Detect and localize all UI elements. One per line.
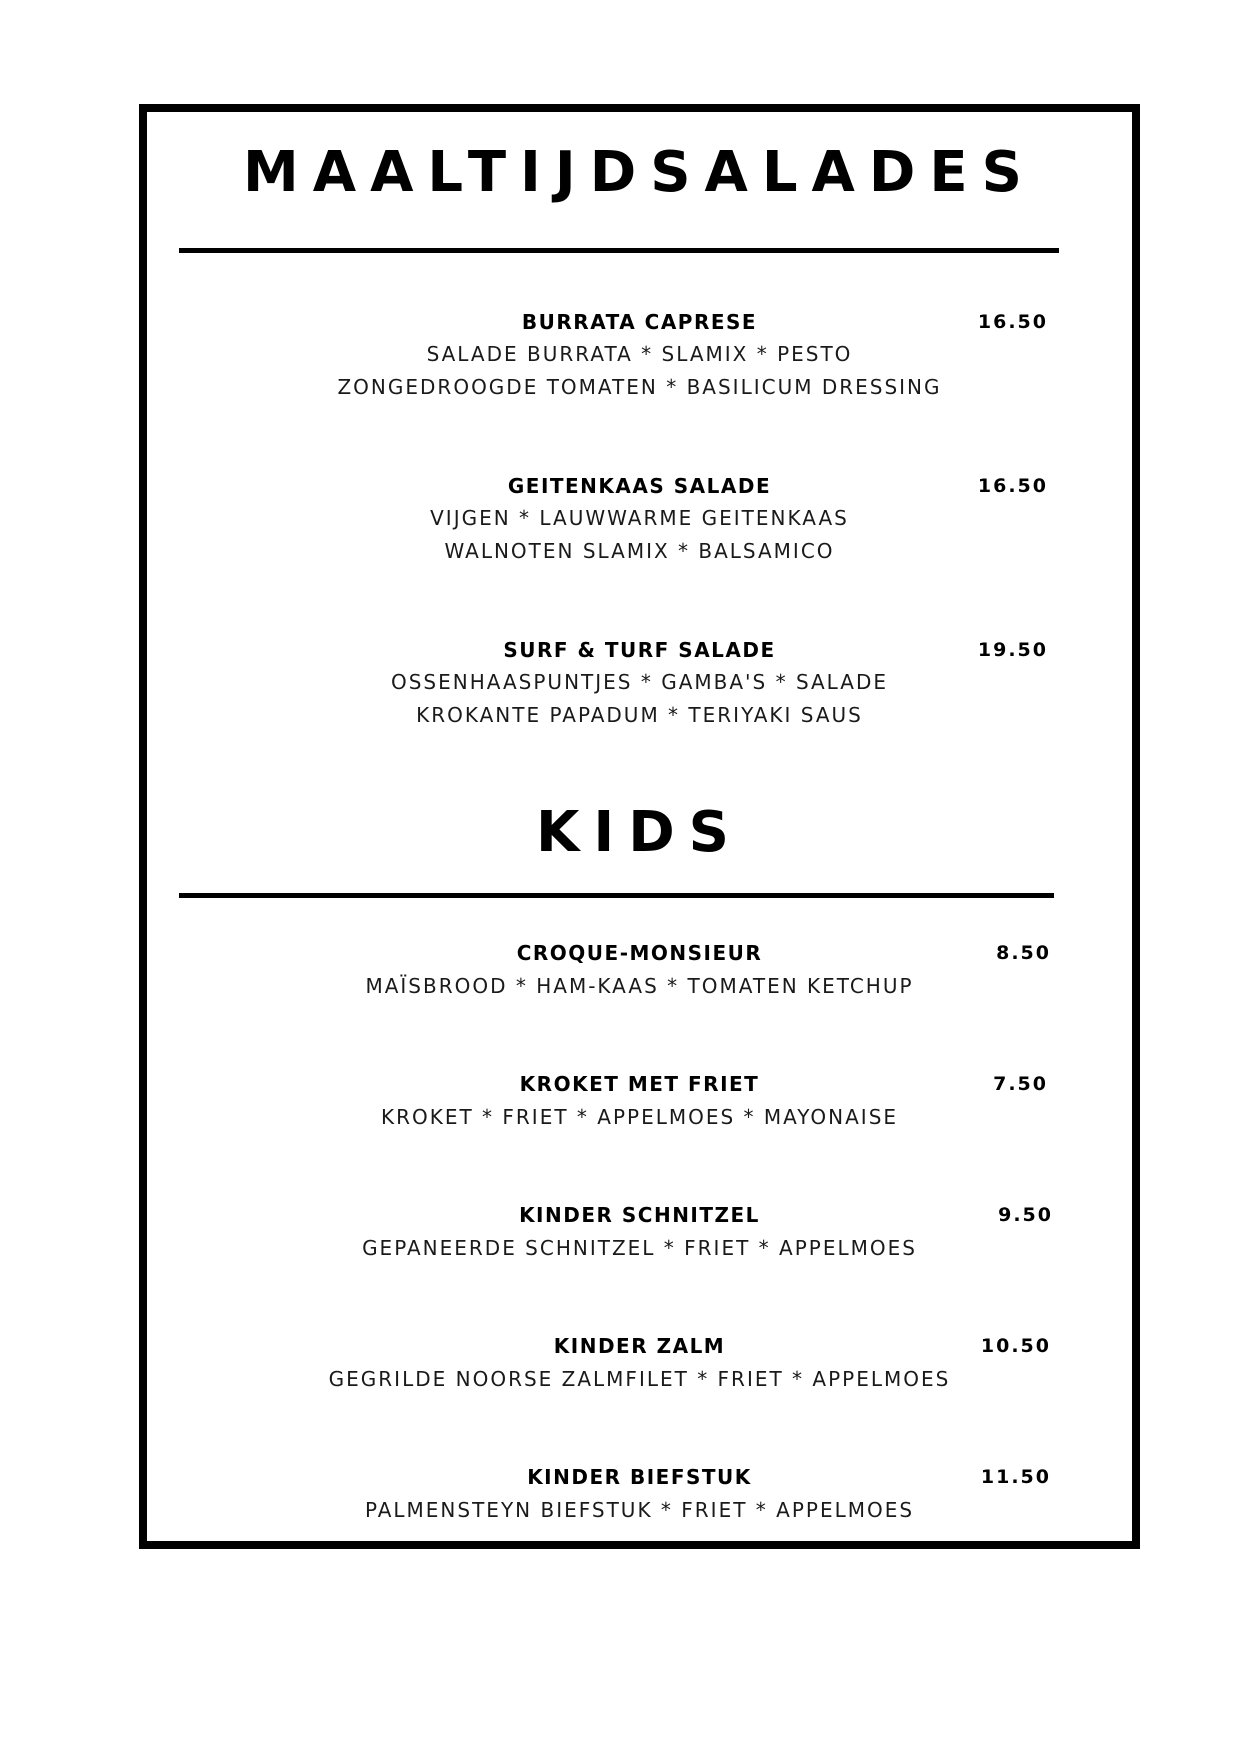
- item-name: CROQUE-MONSIEUR: [516, 941, 763, 965]
- item-description: PALMENSTEYN BIEFSTUK * FRIET * APPELMOES: [364, 1498, 915, 1522]
- item-price: 8.50: [996, 942, 1051, 964]
- item-price: 19.50: [977, 639, 1048, 661]
- item-price: 10.50: [980, 1335, 1051, 1357]
- item-name: BURRATA CAPRESE: [521, 310, 758, 334]
- item-description: ZONGEDROOGDE TOMATEN * BASILICUM DRESSING: [337, 375, 942, 399]
- item-name: KINDER BIEFSTUK: [527, 1465, 752, 1489]
- item-description: WALNOTEN SLAMIX * BALSAMICO: [444, 539, 835, 563]
- section-title-maaltijdsalades: MAALTIJDSALADES: [243, 140, 1036, 205]
- item-description: KROKET * FRIET * APPELMOES * MAYONAISE: [380, 1105, 899, 1129]
- item-price: 7.50: [993, 1073, 1048, 1095]
- item-description: MAÏSBROOD * HAM-KAAS * TOMATEN KETCHUP: [365, 974, 914, 998]
- item-name: KROKET MET FRIET: [519, 1072, 760, 1096]
- item-price: 9.50: [998, 1204, 1053, 1226]
- item-description: VIJGEN * LAUWWARME GEITENKAAS: [430, 506, 849, 530]
- item-price: 11.50: [980, 1466, 1051, 1488]
- item-price: 16.50: [977, 311, 1048, 333]
- section-title-kids: KIDS: [535, 800, 744, 865]
- item-name: GEITENKAAS SALADE: [507, 474, 772, 498]
- item-description: KROKANTE PAPADUM * TERIYAKI SAUS: [416, 703, 863, 727]
- item-description: GEPANEERDE SCHNITZEL * FRIET * APPELMOES: [362, 1236, 917, 1260]
- item-description: OSSENHAASPUNTJES * GAMBA'S * SALADE: [390, 670, 889, 694]
- item-name: KINDER ZALM: [553, 1334, 726, 1358]
- item-price: 16.50: [977, 475, 1048, 497]
- item-description: SALADE BURRATA * SLAMIX * PESTO: [426, 342, 853, 366]
- item-name: SURF & TURF SALADE: [503, 638, 776, 662]
- item-name: KINDER SCHNITZEL: [519, 1203, 760, 1227]
- section-divider: [179, 893, 1054, 898]
- item-description: GEGRILDE NOORSE ZALMFILET * FRIET * APPELMOES: [328, 1367, 951, 1391]
- section-divider: [179, 248, 1059, 253]
